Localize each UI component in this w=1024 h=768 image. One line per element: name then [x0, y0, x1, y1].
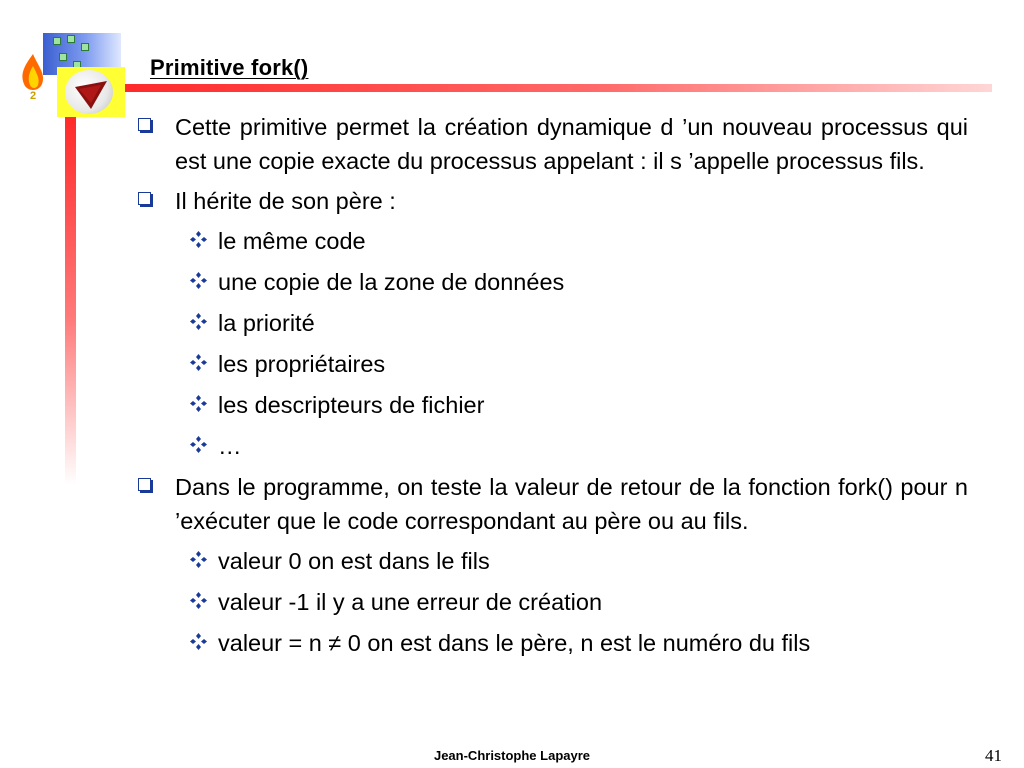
bullet-item: [138, 184, 968, 218]
sub-bullet-text: valeur = n ≠ 0 on est dans le père, n est le numéro du fils: [218, 630, 811, 656]
hollow-square-icon: [138, 478, 151, 491]
sub-bullet-text: une copie de la zone de données: [218, 269, 565, 295]
four-diamond-icon: [190, 551, 207, 568]
sub-bullet-item: [138, 265, 968, 299]
four-diamond-icon: [190, 354, 207, 371]
sub-bullet-text: les propriétaires: [218, 351, 386, 377]
sub-bullet-item: [138, 429, 968, 463]
sub-bullet-text: la priorité: [218, 310, 315, 336]
four-diamond-icon: [190, 395, 207, 412]
four-diamond-icon: [190, 272, 207, 289]
page-number: 41: [985, 746, 1002, 765]
sub-bullet-text: le même code: [218, 228, 366, 254]
four-diamond-icon: [190, 633, 207, 650]
four-diamond-icon: [190, 436, 207, 453]
sub-bullet-item: [138, 544, 968, 578]
footer-author: Jean-Christophe Lapayre: [433, 748, 591, 763]
four-diamond-icon: [190, 592, 207, 609]
bullet-text: Il hérite de son père :: [175, 188, 396, 214]
left-accent-bar: [65, 117, 76, 485]
hollow-square-icon: [138, 192, 151, 205]
flame-logo-icon: [16, 52, 50, 100]
hollow-square-icon: [138, 118, 151, 131]
sub-bullet-item: [138, 585, 968, 619]
bullet-text: Dans le programme, on teste la valeur de retour de la fonction fork() pour n ’exécuter que le code correspondant au père ou au fils.: [175, 474, 968, 534]
sub-bullet-item: [138, 306, 968, 340]
svg-text:2: 2: [30, 90, 37, 100]
four-diamond-icon: [190, 313, 207, 330]
university-logo: [57, 67, 125, 117]
sub-bullet-text: …: [218, 433, 242, 459]
bullet-text: Cette primitive permet la création dynamique d ’un nouveau processus qui est une copie exacte du processus appelant : il s ’appelle processus fils.: [175, 114, 968, 174]
bullet-item: [138, 110, 968, 178]
sub-bullet-text: les descripteurs de fichier: [218, 392, 485, 418]
sub-bullet-item: [138, 626, 968, 660]
slide-body: [138, 110, 968, 667]
title-underline-bar: [125, 84, 992, 92]
sub-bullet-text: valeur 0 on est dans le fils: [218, 548, 490, 574]
sub-bullet-item: [138, 347, 968, 381]
four-diamond-icon: [190, 231, 207, 248]
sub-bullet-item: [138, 224, 968, 258]
slide-title: Primitive fork(): [150, 55, 309, 80]
sub-bullet-text: valeur -1 il y a une erreur de création: [218, 589, 603, 615]
bullet-item: [138, 470, 968, 538]
sub-bullet-item: [138, 388, 968, 422]
